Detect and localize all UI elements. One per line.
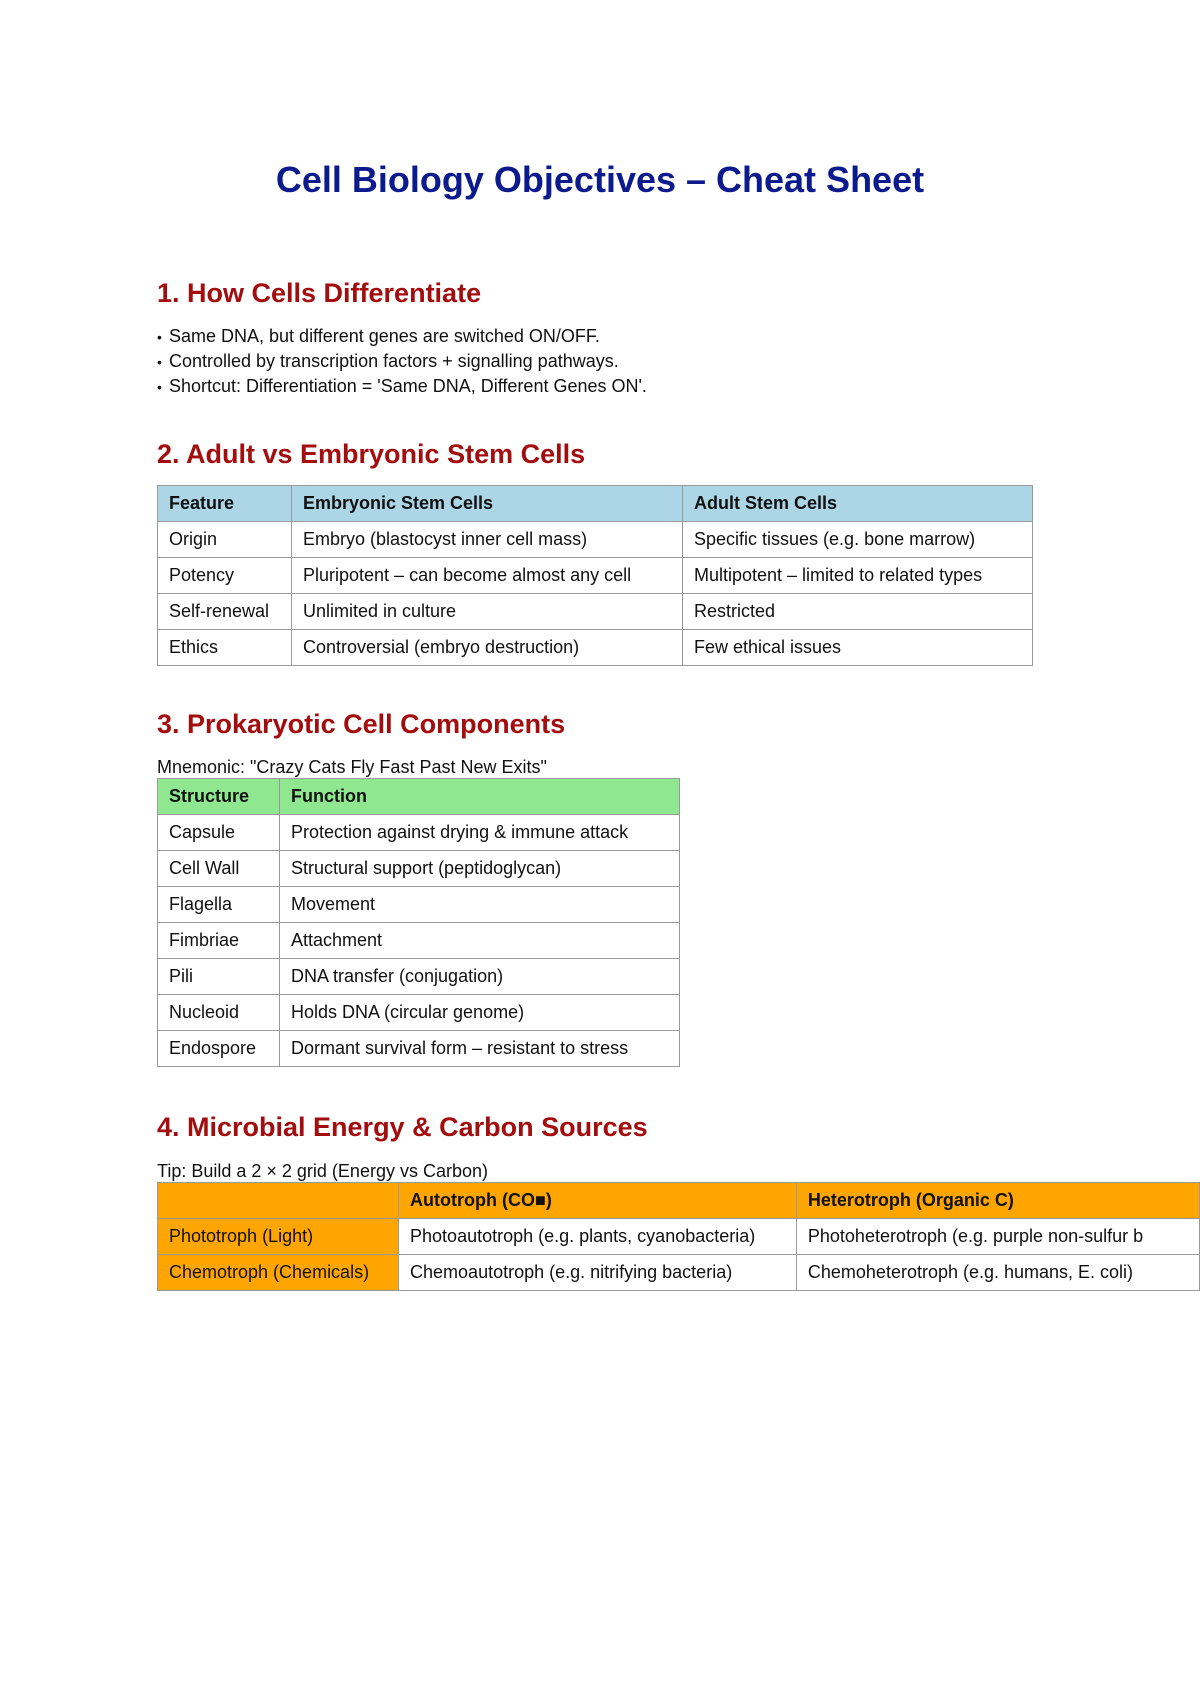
bullet-glyph: • (157, 329, 162, 345)
bullet-text: Shortcut: Differentiation = 'Same DNA, Different Genes ON'. (169, 376, 647, 396)
table-row (158, 630, 1033, 666)
table-header-row (158, 1183, 1200, 1219)
table-row (158, 558, 1033, 594)
table-cell: Chemoautotroph (e.g. nitrifying bacteria) (399, 1255, 797, 1291)
table-row (158, 959, 680, 995)
bullet-glyph: • (157, 379, 162, 395)
row-header-cell: Phototroph (Light) (158, 1219, 399, 1255)
table-row (158, 1031, 680, 1067)
table-cell: Controversial (embryo destruction) (292, 630, 683, 666)
table-cell: Origin (158, 522, 292, 558)
table-cell: Attachment (280, 923, 680, 959)
column-header-empty (158, 1183, 399, 1219)
table-cell: Potency (158, 558, 292, 594)
table-header-row (158, 779, 680, 815)
stem-cells-table (157, 485, 1033, 666)
column-header: Structure (158, 779, 280, 815)
table-cell: Embryo (blastocyst inner cell mass) (292, 522, 683, 558)
bullet-text: Same DNA, but different genes are switched ON/OFF. (169, 326, 600, 346)
bullet-text: Controlled by transcription factors + signalling pathways. (169, 351, 619, 371)
table-cell: Protection against drying & immune attack (280, 815, 680, 851)
section-heading-prokaryotic: 3. Prokaryotic Cell Components (157, 709, 566, 739)
table-header-row (158, 486, 1033, 522)
table-row (158, 887, 680, 923)
section-heading-energy: 4. Microbial Energy & Carbon Sources (157, 1112, 648, 1142)
table-cell: Cell Wall (158, 851, 280, 887)
table-cell: Self-renewal (158, 594, 292, 630)
table-cell: Photoautotroph (e.g. plants, cyanobacteria) (399, 1219, 797, 1255)
table-cell: Specific tissues (e.g. bone marrow) (683, 522, 1033, 558)
table-row (158, 923, 680, 959)
page-title: Cell Biology Objectives – Cheat Sheet (275, 159, 925, 200)
table-row (158, 851, 680, 887)
section-heading-differentiate: 1. How Cells Differentiate (157, 278, 482, 308)
table-cell: Movement (280, 887, 680, 923)
table-cell: Few ethical issues (683, 630, 1033, 666)
column-header: Heterotroph (Organic C) (796, 1183, 1199, 1219)
bullet-glyph: • (157, 354, 162, 370)
table-row (158, 594, 1033, 630)
table-cell: Endospore (158, 1031, 280, 1067)
bullet-item (157, 324, 647, 349)
mnemonic-text: Mnemonic: "Crazy Cats Fly Fast Past New Exits" (157, 757, 547, 777)
table-cell: Unlimited in culture (292, 594, 683, 630)
bullet-item (157, 349, 647, 374)
table-cell: Pili (158, 959, 280, 995)
bullet-item (157, 374, 647, 399)
table-cell: Fimbriae (158, 923, 280, 959)
column-header: Function (280, 779, 680, 815)
table-cell: Ethics (158, 630, 292, 666)
table-row (158, 522, 1033, 558)
table-cell: Photoheterotroph (e.g. purple non-sulfur b (796, 1219, 1199, 1255)
table-cell: DNA transfer (conjugation) (280, 959, 680, 995)
prokaryotic-table (157, 778, 680, 1067)
energy-carbon-table (157, 1182, 1200, 1291)
table-cell: Dormant survival form – resistant to stress (280, 1031, 680, 1067)
table-row (158, 1219, 1200, 1255)
table-cell: Flagella (158, 887, 280, 923)
tip-text: Tip: Build a 2 × 2 grid (Energy vs Carbon) (157, 1161, 488, 1181)
table-cell: Pluripotent – can become almost any cell (292, 558, 683, 594)
column-header: Feature (158, 486, 292, 522)
table-cell: Capsule (158, 815, 280, 851)
table-row (158, 815, 680, 851)
column-header: Embryonic Stem Cells (292, 486, 683, 522)
column-header: Autotroph (CO■) (399, 1183, 797, 1219)
table-cell: Structural support (peptidoglycan) (280, 851, 680, 887)
table-row (158, 1255, 1200, 1291)
column-header: Adult Stem Cells (683, 486, 1033, 522)
table-cell: Restricted (683, 594, 1033, 630)
table-cell: Holds DNA (circular genome) (280, 995, 680, 1031)
section-heading-stem-cells: 2. Adult vs Embryonic Stem Cells (157, 439, 586, 469)
differentiate-bullet-list (157, 324, 647, 399)
table-row (158, 995, 680, 1031)
row-header-cell: Chemotroph (Chemicals) (158, 1255, 399, 1291)
table-cell: Nucleoid (158, 995, 280, 1031)
table-cell: Chemoheterotroph (e.g. humans, E. coli) (796, 1255, 1199, 1291)
table-cell: Multipotent – limited to related types (683, 558, 1033, 594)
